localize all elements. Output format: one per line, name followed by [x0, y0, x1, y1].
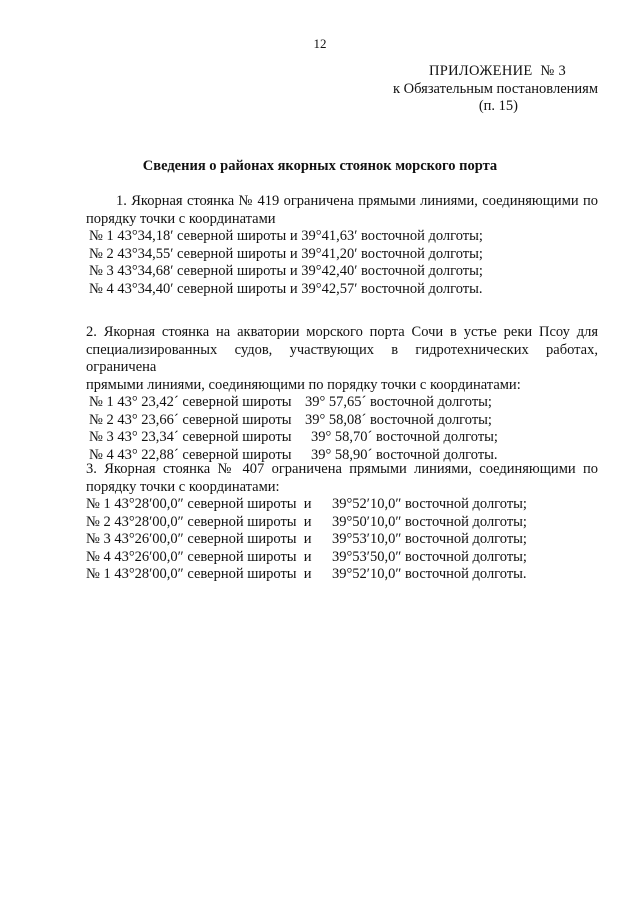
section-intro-line: 1. Якорная стоянка № 419 ограничена прямыми линиями, соединяющими по: [116, 193, 598, 209]
latitude-cell: № 3 43° 23,34´ северной широты: [89, 429, 292, 445]
appendix-heading: ПРИЛОЖЕНИЕ № 3: [428, 63, 566, 79]
anchorage-section-419: [86, 193, 598, 298]
coordinate-row: [86, 531, 598, 549]
longitude-cell: 39° 58,90´ восточной долготы.: [311, 446, 498, 463]
longitude-cell: 39°50′10,0″ восточной долготы;: [332, 513, 527, 530]
coordinate-row: [86, 566, 598, 584]
section-intro-line: 2. Якорная стоянка на акватории морского порта Сочи в устье реки Псоу для: [86, 324, 598, 340]
section-intro-line: 3. Якорная стоянка № 407 ограничена прямыми линиями, соединяющими по: [86, 461, 598, 477]
longitude-cell: 39° 58,70´ восточной долготы;: [311, 429, 498, 445]
appendix-reference: к Обязательным постановлениям: [393, 80, 598, 97]
anchorage-section-psou: [86, 324, 598, 464]
longitude-cell: 39° 58,08´ восточной долготы;: [305, 411, 492, 428]
coordinate-row: [86, 549, 598, 567]
coordinate-row: [86, 514, 598, 532]
latitude-cell: № 2 43° 23,66´ северной широты: [89, 411, 292, 428]
longitude-cell: 39°52′10,0″ восточной долготы;: [332, 496, 527, 512]
coordinate-row: [89, 412, 598, 430]
latitude-cell: № 1 43°28′00,0″ северной широты и: [86, 496, 312, 512]
page-number: 12: [313, 36, 327, 51]
latitude-cell: № 1 43°28′00,0″ северной широты и: [86, 566, 312, 582]
longitude-cell: 39° 57,65´ восточной долготы;: [305, 394, 492, 410]
coordinate-row: [89, 394, 598, 412]
latitude-cell: № 3 43°26′00,0″ северной широты и: [86, 531, 312, 547]
coordinate-list: [86, 228, 598, 298]
latitude-cell: № 4 43° 22,88´ северной широты: [89, 446, 292, 463]
longitude-cell: 39°53′10,0″ восточной долготы;: [332, 531, 527, 547]
section-intro-line: порядку точки с координатами: [86, 210, 276, 227]
anchorage-section-407: [86, 461, 598, 584]
coordinate-row: № 1 43°34,18′ северной широты и 39°41,63′ восточной долготы;: [89, 228, 483, 244]
coordinate-row: [89, 429, 598, 447]
appendix-point: (п. 15): [478, 98, 518, 114]
latitude-cell: № 4 43°26′00,0″ северной широты и: [86, 548, 312, 565]
section-intro-line: прямыми линиями, соединяющими по порядку точки с координатами:: [86, 376, 521, 393]
coordinate-list: [86, 394, 598, 464]
appendix-header: [338, 63, 598, 116]
section-intro: [86, 193, 598, 211]
coordinate-row: № 4 43°34,40′ северной широты и 39°42,57′ восточной долготы.: [89, 280, 483, 297]
section-intro-line: специализированных судов, участвующих в гидротехнических работах, ограничена: [86, 341, 598, 375]
section-intro-line: порядку точки с координатами:: [86, 478, 280, 495]
coordinate-list: [86, 496, 598, 584]
coordinate-row: [86, 496, 598, 514]
longitude-cell: 39°52′10,0″ восточной долготы.: [332, 566, 527, 582]
longitude-cell: 39°53′50,0″ восточной долготы;: [332, 548, 527, 565]
coordinate-row: № 3 43°34,68′ северной широты и 39°42,40′ восточной долготы;: [89, 263, 483, 279]
latitude-cell: № 1 43° 23,42´ северной широты: [89, 394, 292, 410]
coordinate-row: № 2 43°34,55′ северной широты и 39°41,20′ восточной долготы;: [89, 245, 483, 262]
latitude-cell: № 2 43°28′00,0″ северной широты и: [86, 513, 312, 530]
document-title: Сведения о районах якорных стоянок морского порта: [142, 158, 498, 174]
